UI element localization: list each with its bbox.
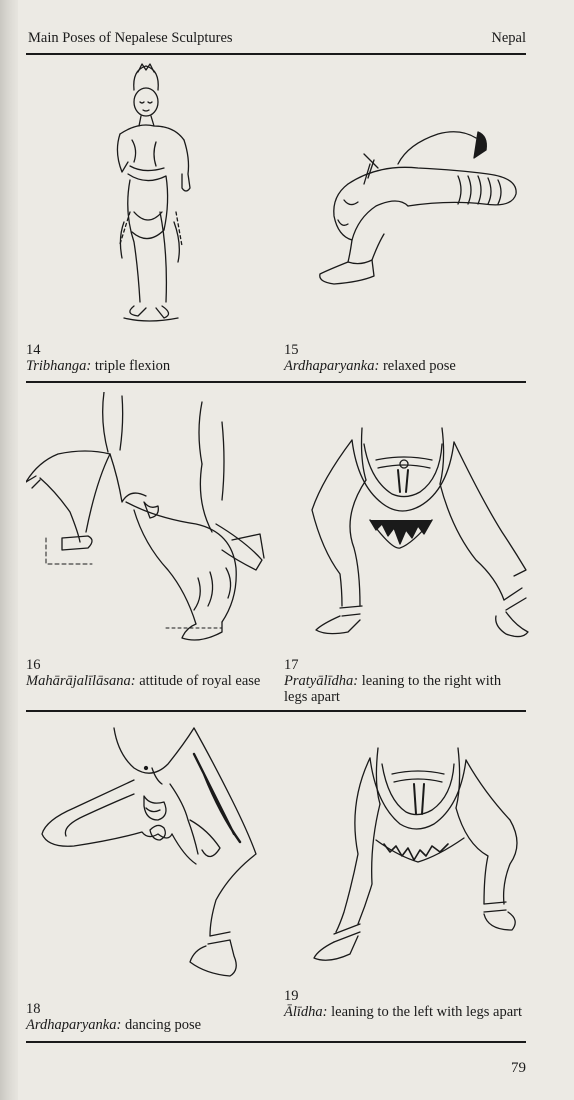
figure-number: 17 — [284, 657, 299, 673]
caption-16 — [26, 657, 266, 689]
section-rule — [26, 381, 526, 383]
figure-14-illustration — [94, 62, 204, 324]
figure-17-illustration — [282, 420, 530, 646]
caption-17 — [284, 657, 526, 705]
pose-term: Ardhaparyanka: — [26, 1017, 122, 1033]
book-spine-shadow — [0, 0, 18, 1100]
figure-18-illustration — [34, 724, 262, 980]
figure-16-illustration — [26, 392, 272, 652]
pose-term: Ardhaparyanka: — [284, 358, 380, 374]
book-page — [26, 0, 526, 1100]
caption-15 — [284, 342, 524, 374]
pose-term: Pratyālīdha: — [284, 673, 359, 689]
pose-term: Tribhanga: — [26, 358, 92, 374]
caption-18 — [26, 1001, 266, 1033]
pose-term: Ālīdha: — [284, 1004, 328, 1020]
pose-description: leaning to the right with legs apart — [284, 673, 502, 705]
pose-description: relaxed pose — [382, 358, 456, 374]
footer-rule — [26, 1041, 526, 1043]
running-title: Main Poses of Nepalese Sculptures — [28, 30, 233, 46]
pose-description: dancing pose — [124, 1017, 202, 1033]
running-region: Nepal — [491, 30, 526, 46]
figure-19-illustration — [288, 744, 520, 964]
figure-15-illustration — [288, 124, 520, 294]
header-rule — [26, 53, 526, 55]
figure-number: 19 — [284, 988, 299, 1004]
page-number: 79 — [511, 1060, 526, 1076]
pose-description: leaning to the left with legs apart — [331, 1004, 522, 1020]
caption-14 — [26, 342, 266, 374]
figure-number: 18 — [26, 1001, 41, 1017]
pose-description: triple flexion — [94, 358, 171, 374]
section-rule — [26, 710, 526, 712]
pose-description: attitude of royal ease — [139, 673, 261, 689]
figure-number: 14 — [26, 342, 41, 358]
figure-number: 15 — [284, 342, 299, 358]
pose-term: Mahārājalīlāsana: — [26, 673, 136, 689]
running-header — [26, 30, 526, 50]
figure-number: 16 — [26, 657, 41, 673]
caption-19 — [284, 988, 526, 1020]
